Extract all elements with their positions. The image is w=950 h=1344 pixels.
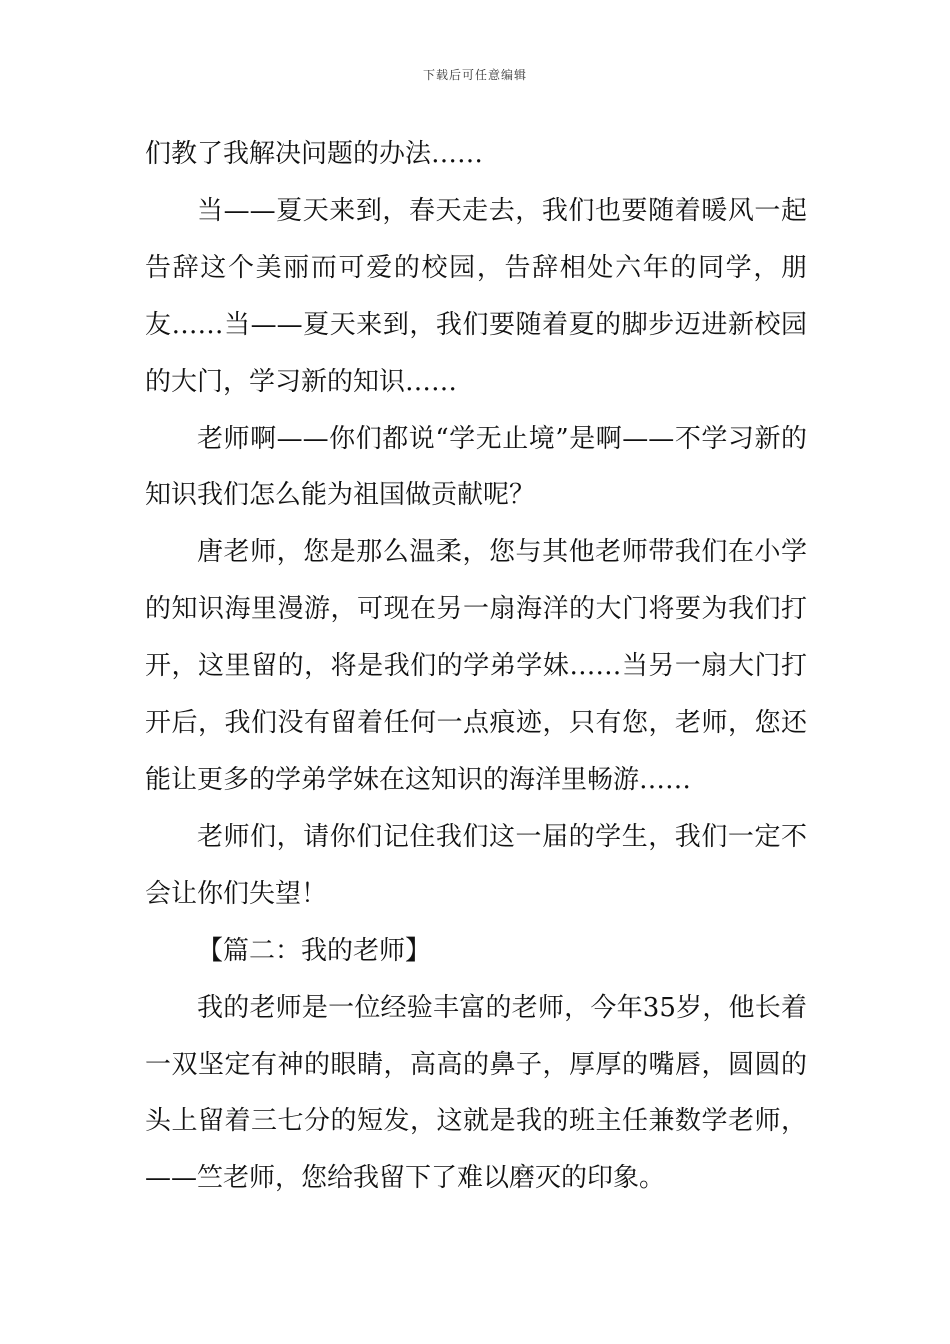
document-body [145, 126, 807, 1207]
paragraph-1: 们教了我解决问题的办法…… [145, 139, 484, 169]
paragraph-4: 唐老师，您是那么温柔，您与其他老师带我们在小学的知识海里漫游，可现在另一扇海洋的大门将要为我们打开，这里留的，将是我们的学弟学妹……当另一扇大门打开后，我们没有留着任何一点痕迹，只有您，老师，您还能让更多的学弟学妹在这知识的海洋里畅游…… [145, 537, 807, 795]
paragraph-5: 老师们，请你们记住我们这一届的学生，我们一定不会让你们失望！ [145, 821, 807, 909]
paragraph-2: 当——夏天来到，春天走去，我们也要随着暖风一起告辞这个美丽而可爱的校园，告辞相处六年的同学，朋友……当——夏天来到，我们要随着夏的脚步迈进新校园的大门，学习新的知识…… [145, 195, 807, 397]
page-header: 下载后可任意编辑 [422, 68, 527, 82]
paragraph-3: 老师啊——你们都说“学无止境”是啊——不学习新的知识我们怎么能为祖国做贡献呢？ [145, 423, 807, 511]
paragraph-6: 我的老师是一位经验丰富的老师，今年35岁，他长着一双坚定有神的眼睛，高高的鼻子，厚厚的嘴唇，圆圆的头上留着三七分的短发，这就是我的班主任兼数学老师，——竺老师，您给我留下了难以磨灭的印象。 [145, 992, 807, 1194]
section-heading: 【篇二：我的老师】 [197, 935, 432, 966]
